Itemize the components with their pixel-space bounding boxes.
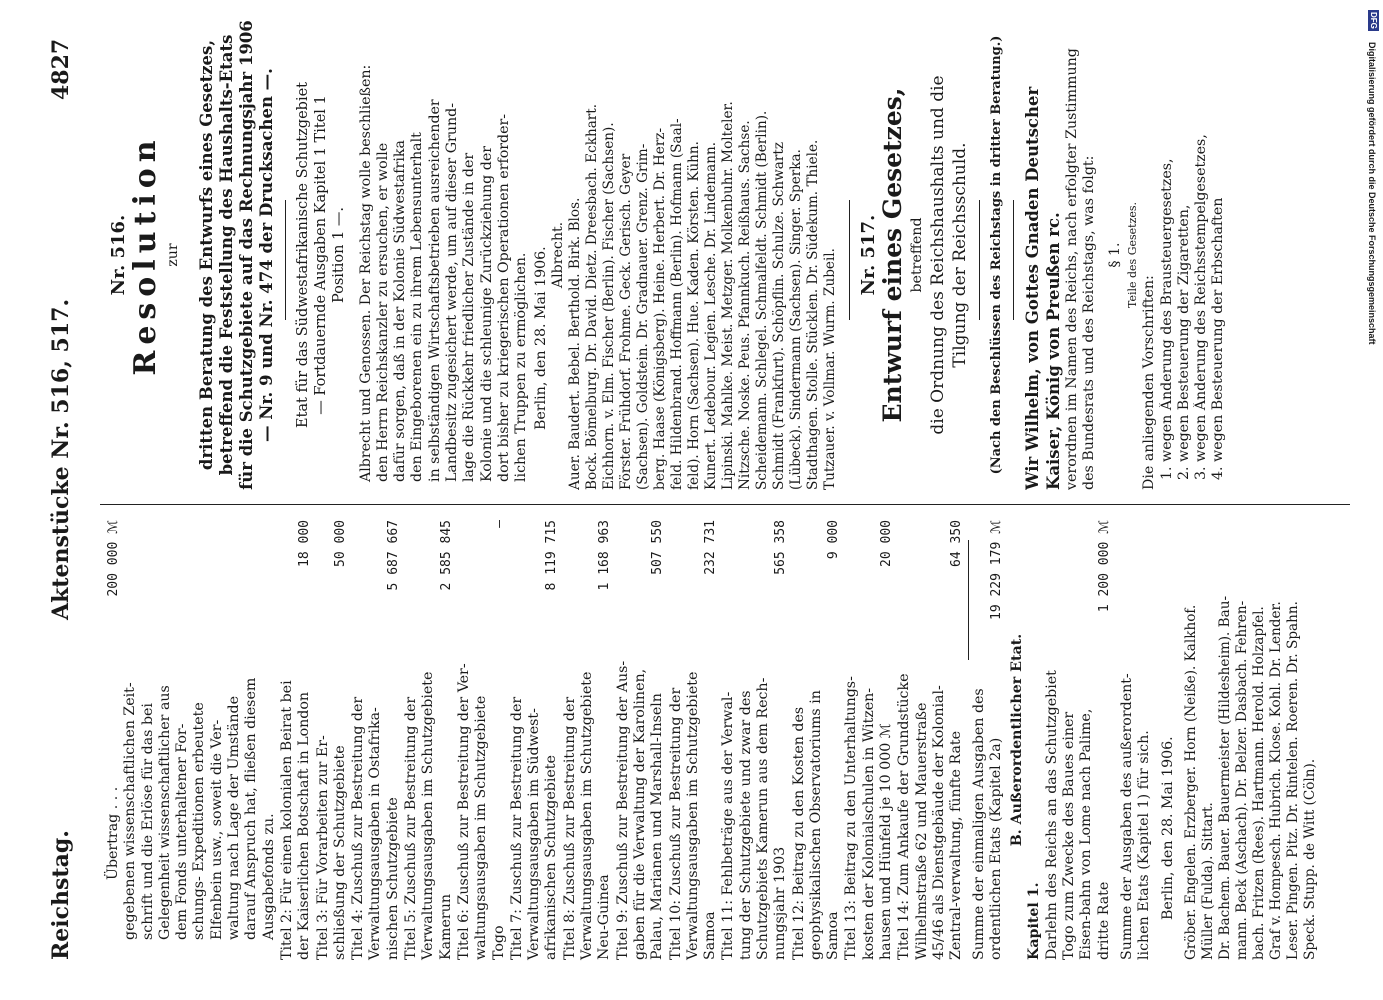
budget-item-value: 565 358: [773, 520, 789, 575]
page-number: 4827: [48, 38, 74, 100]
right-date: Berlin, den 28. Mai 1906.: [532, 246, 549, 430]
signatory-line: bach. Fritzen (Rees). Hartmann. Herold. Holzapfel.: [1250, 606, 1267, 960]
text-line: schungs- Expeditionen erbeutete: [191, 702, 208, 940]
text-line: darauf Anspruch hat, fließen diesem: [243, 677, 260, 940]
resolution-line: — Nr. 9 und Nr. 474 der Drucksachen —.: [256, 68, 276, 442]
zur-label: zur: [165, 243, 182, 267]
budget-item-value: 20 000: [879, 520, 895, 567]
signatory-line: Graf v. Hompesch. Hubrich. Klose. Kohl. Dr. Lender.: [1267, 601, 1284, 960]
budget-item-label: Titel 2: Für einen kolonialen Beirat bei der Kaiserlichen Botschaft in London: [278, 680, 313, 960]
signatory-line: (Lübeck). Sindermann (Sachsen). Singer. Sperka.: [788, 149, 805, 490]
wir-wilhelm: [1022, 20, 1064, 490]
summe2-text: Summe der Ausgaben des außerordent-lichen Etats (Kapitel 1) für sich.: [1118, 673, 1153, 960]
signatory-line: Leser. Pingen. Pitz. Dr. Rintelen. Roeren. Dr. Spahn.: [1284, 601, 1301, 960]
budget-item-row: [615, 520, 667, 960]
signatory-line: mann. Beck (Aschach). Dr. Belzer. Dasbach. Fehren-: [1233, 600, 1250, 960]
budget-item-row: [791, 520, 843, 960]
etat-line: — Fortdauernde Ausgaben Kapitel 1 Titel 1: [312, 95, 329, 415]
nr516-heading: Nr. 516.: [108, 214, 129, 296]
text-line: waltung nach Lage der Umstände: [226, 695, 243, 940]
law-list-item: 2. wegen Besteuerung der Zigaretten,: [1175, 204, 1192, 480]
budget-item-value: 1 168 963: [597, 520, 613, 591]
law-list-item: 1. wegen Änderung des Brausteuergesetzes,: [1158, 158, 1175, 480]
motion-line: den Eingeborenen ein zu ihrem Lebensunterhalt: [409, 132, 426, 482]
sum-rule: [968, 540, 969, 660]
signatory-line: Stadthagen. Stolle. Stücklen. Dr. Südekum. Thiele.: [805, 139, 822, 490]
budget-item-value: 8 119 715: [544, 520, 560, 591]
budget-item-value: 64 350: [949, 520, 965, 567]
header-title: Aktenstücke Nr. 516, 517.: [48, 298, 74, 620]
darlehen-value: 1 200 000 ℳ: [1096, 520, 1112, 613]
budget-item-value: 2 585 845: [438, 520, 454, 591]
signatory-line: Auer. Baudert. Bebel. Berthold. Birk. Blos.: [567, 197, 584, 490]
resolution-subject: [197, 20, 277, 490]
darlehen-row: [1044, 520, 1113, 960]
budget-item-label: Titel 6: Zuschuß zur Bestreitung der Ver-waltungsausgaben im Schutzgebiete Togo: [455, 663, 507, 960]
signatory-line: feld. Hildenbrand. Hoffmann (Berlin). Hofmann (Saal-: [669, 118, 686, 490]
right-column: [110, 20, 1228, 490]
etat-line: Etat für das Südwestafrikanische Schutzgebiet: [294, 82, 311, 428]
budget-item-label: Titel 3: Für Vorarbeiten zur Er-schließung der Schutzgebiete: [314, 735, 348, 960]
signatory-line: Scheidemann. Schlegel. Schmalfeldt. Schmidt (Berlin).: [754, 110, 771, 490]
rule: [979, 200, 980, 320]
budget-item-label: Titel 13: Beitrag zu den Unterhaltungs-kosten der Kolonialschulen in Witzen-hausen und Hünfeld je 10 000 ℳ: [843, 676, 895, 960]
subject-line: Tilgung der Reichsschuld.: [949, 142, 970, 368]
budget-item-row: [720, 520, 789, 960]
budget-item-row: [668, 520, 720, 960]
motion-line: dort bisher zu kriegerischen Operationen erforder-: [495, 113, 512, 482]
signatory-line: (Sachsen). Goldstein. Dr. Gradnauer. Grenz. Grim-: [635, 143, 652, 490]
signatory-line: Nitzsche. Noske. Peus. Pfannkuch. Reißhaus. Sachse.: [737, 120, 754, 490]
uebertrag-value: 200 000 ℳ: [106, 520, 121, 597]
text-line: gegebenen wissenschaftlichen Zeit-: [122, 682, 139, 940]
budget-item-label: Titel 4: Zuschuß zur Bestreitung der Verwaltungsausgaben in Ostafrika-nischen Schutzgebiete: [350, 696, 401, 960]
budget-item-label: Titel 5: Zuschuß zur Bestreitung der Verwaltungsausgaben im Schutzgebiete Kamerun: [403, 671, 454, 960]
budget-item-value: 5 687 667: [385, 520, 401, 591]
budget-item-value: 50 000: [332, 520, 348, 567]
section-b-heading: B. Außerordentlicher Etat.: [1009, 633, 1026, 847]
motion-line: Kolonie und die schleunige Zurückziehung der: [478, 145, 495, 482]
budget-item-value: 9 000: [826, 520, 842, 560]
rule: [285, 200, 286, 320]
darlehen-label: Darlehn des Reichs an das Schutzgebiet Togo zum Zwecke des Baues einer Eisen-bahn von Lome nach Palime, dritte Rate: [1043, 670, 1112, 960]
motion-line: Albrecht und Genossen. Der Reichstag wolle beschließen:: [357, 64, 374, 482]
text-line: Elfenbein usw., soweit die Ver-: [208, 719, 225, 940]
verordnen-line: des Bundesrats und des Reichstags, was folgt:: [1081, 155, 1098, 490]
law-list-item: 4. wegen Besteuerung der Erbschaften: [1210, 197, 1227, 480]
left-column: [105, 520, 1319, 960]
betreffend-label: betreffend: [909, 217, 926, 293]
kapitel-heading: Kapitel 1.: [1026, 882, 1043, 960]
budget-item-label: Titel 11: Fehlbeträge aus der Verwal-tung der Schutzgebiete und zwar des Schutzgebiets Kamerun aus dem Rech-nungsjahr 1903: [720, 677, 789, 960]
budget-item-row: [350, 520, 402, 960]
resolution-line: betreffend die Feststellung des Haushalts-Etats: [216, 34, 236, 476]
budget-item-value: 507 550: [650, 520, 666, 575]
budget-item-label: Titel 10: Zuschuß zur Bestreitung der Verwaltungsausgaben im Schutzgebiete Samoa: [667, 671, 719, 960]
signatory-line: Speck. Stupp. de Witt (Cöln).: [1301, 758, 1318, 960]
motion-line: lichen Truppen zu ermöglichen.: [513, 252, 530, 482]
signatory-line: feld). Horn (Sachsen). Hue. Kaden. Körsten. Kühn.: [686, 141, 703, 490]
teile-label: Teile des Gesetzes.: [1125, 201, 1139, 309]
subject-line: die Ordnung des Reichshaushalts und die: [927, 75, 948, 435]
resolution-line: für die Schutzgebiete auf das Rechnungsjahr 1906: [236, 20, 256, 490]
budget-item-label: Titel 14: Zum Ankaufe der Grundstücke Wilhelmstraße 62 und Mauerstraße 45/46 als Dienstgebäude der Kolonial-Zentral-verwaltung, fünfte Rate: [896, 673, 965, 960]
signatory-line: Kunert. Ledebour. Legien. Lesche. Dr. Lindemann.: [703, 141, 720, 490]
nr517-heading: Nr. 517.: [858, 214, 880, 296]
etat-line: Position 1 —.: [330, 206, 347, 304]
resolution-line: dritten Beratung des Entwurfs eines Gesetzes,: [196, 39, 216, 471]
signatory-line: Förster. Frühdorf. Frohme. Geck. Gerisch. Geyer: [618, 153, 635, 490]
signatory-line: Schmidt (Frankfurt). Schöpflin. Schulze. Schwartz: [771, 142, 788, 490]
signatory-line: Dr. Bachem. Bauer. Bauermeister (Hildesheim). Bau-: [1216, 595, 1233, 960]
nach-note: (Nach den Beschlüssen des Reichstags in dritter Beratung.): [988, 35, 1004, 475]
wir-line: Kaiser, König von Preußen rc.: [1044, 212, 1064, 490]
die-anliegenden: Die anliegenden Vorschriften:: [1141, 275, 1158, 490]
budget-item-label: Titel 8: Zuschuß zur Bestreitung der Verwaltungsausgaben im Schutzgebiete Neu-Guinea: [561, 671, 613, 960]
digitization-credit: Digitalisierung gefördert durch die Deutsche Forschungsgemeinschaft: [1367, 42, 1377, 345]
dfg-logo: DFG: [1369, 12, 1378, 29]
right-signatories: [567, 20, 839, 490]
signatory-line: Bock. Bömelburg. Dr. David. Dietz. Dreesbach. Eckhart.: [584, 103, 601, 490]
budget-item-row: [403, 520, 455, 960]
uebertrag-label: Übertrag . . .: [105, 786, 121, 880]
budget-item-value: —: [491, 520, 507, 528]
resolution-title: Resolution: [128, 134, 164, 376]
signatory-line: Gröber. Engelen. Erzberger. Horn (Neiße). Kalkhof.: [1182, 604, 1199, 960]
signatory-line: Tutzauer. v. Vollmar. Wurm. Zubeil.: [822, 248, 839, 490]
motion-line: Landbesitz zugesichert werde, um auf dieser Grund-: [444, 103, 461, 482]
rule: [1013, 200, 1014, 320]
law-list: [1159, 20, 1228, 490]
budget-item-label: Titel 7: Zuschuß zur Bestreitung der Verwaltungsausgaben im Südwest-afrikanischen Schutzgebiete: [508, 696, 560, 960]
left-date: Berlin, den 28. Mai 1906.: [1159, 736, 1176, 920]
budget-item-row: [315, 520, 350, 960]
wir-line: Wir Wilhelm, von Gottes Gnaden Deutscher: [1023, 86, 1043, 490]
budget-item-label: Titel 12: Beitrag zu den Kosten des geophysikalischen Observatoriums in Samoa: [790, 690, 842, 960]
text-line: Ausgabefonds zu.: [260, 813, 277, 940]
budget-item-value: 232 731: [703, 520, 719, 575]
budget-item-row: [843, 520, 895, 960]
header-left: Reichstag.: [48, 830, 74, 960]
budget-items: [279, 520, 966, 960]
signatory-line: Müller (Fulda). Sittart.: [1199, 802, 1216, 960]
law-list-item: 3. wegen Änderung des Reichsstempelgesetzes,: [1193, 134, 1210, 480]
entwurf-title: Entwurf eines Gesetzes,: [878, 87, 908, 423]
uebertrag-row: [105, 520, 122, 960]
motion-line: dafür sorgen, daß in der Kolonie Südwestafrika: [392, 140, 409, 482]
albrecht-signature: Albrecht.: [549, 221, 566, 289]
entwurf-subject: [927, 20, 971, 490]
albrecht-motion: [358, 20, 531, 490]
text-line: dem Fonds unterhaltener For-: [174, 723, 191, 940]
budget-item-label: Titel 9: Zuschuß zur Bestreitung der Aus-gaben für die Verwaltung der Karolinen, Palau, Marianen und Marshall-Inseln: [614, 660, 666, 960]
signatory-line: Lipinski. Mahlke. Meist. Metzger. Molkenbuhr. Molteler.: [720, 101, 737, 490]
budget-item-row: [509, 520, 561, 960]
verordnen-text: [1064, 20, 1099, 490]
motion-line: in selbständigen Wirtschaftsbetrieben ausreichender: [426, 99, 443, 482]
text-line: Gelegenheit wissenschaftlicher aus: [156, 685, 173, 940]
etat-block: [294, 20, 348, 490]
budget-item-value: 18 000: [297, 520, 313, 567]
text-line: schrift und die Erlöse für das bei: [139, 703, 156, 940]
left-signatories: [1183, 520, 1319, 960]
signatory-line: berg. Haase (Königsberg). Heine. Herbert. Dr. Herz-: [652, 127, 669, 490]
paragraph-1: § 1.: [1106, 242, 1123, 268]
budget-item-row: [279, 520, 314, 960]
motion-line: den Herrn Reichskanzler zu ersuchen, er wolle: [374, 142, 391, 482]
budget-item-row: [562, 520, 614, 960]
verordnen-line: verordnen im Namen des Reichs, nach erfolgter Zustimmung: [1064, 48, 1081, 490]
summe1-row: [971, 520, 1006, 960]
summe1-value: 19 229 179 ℳ: [988, 520, 1004, 620]
column-rule: [100, 504, 1350, 505]
summe1-label: Summe der einmaligen Ausgaben des ordentlichen Etats (Kapitel 2a): [970, 688, 1004, 960]
budget-item-row: [456, 520, 508, 960]
signatory-line: Eichhorn. v. Elm. Fischer (Berlin). Fischer (Sachsen).: [601, 122, 618, 490]
motion-line: lage die Rückkehr friedlicher Zustände in der: [461, 152, 478, 482]
budget-item-row: [896, 520, 965, 960]
rule: [849, 200, 850, 320]
